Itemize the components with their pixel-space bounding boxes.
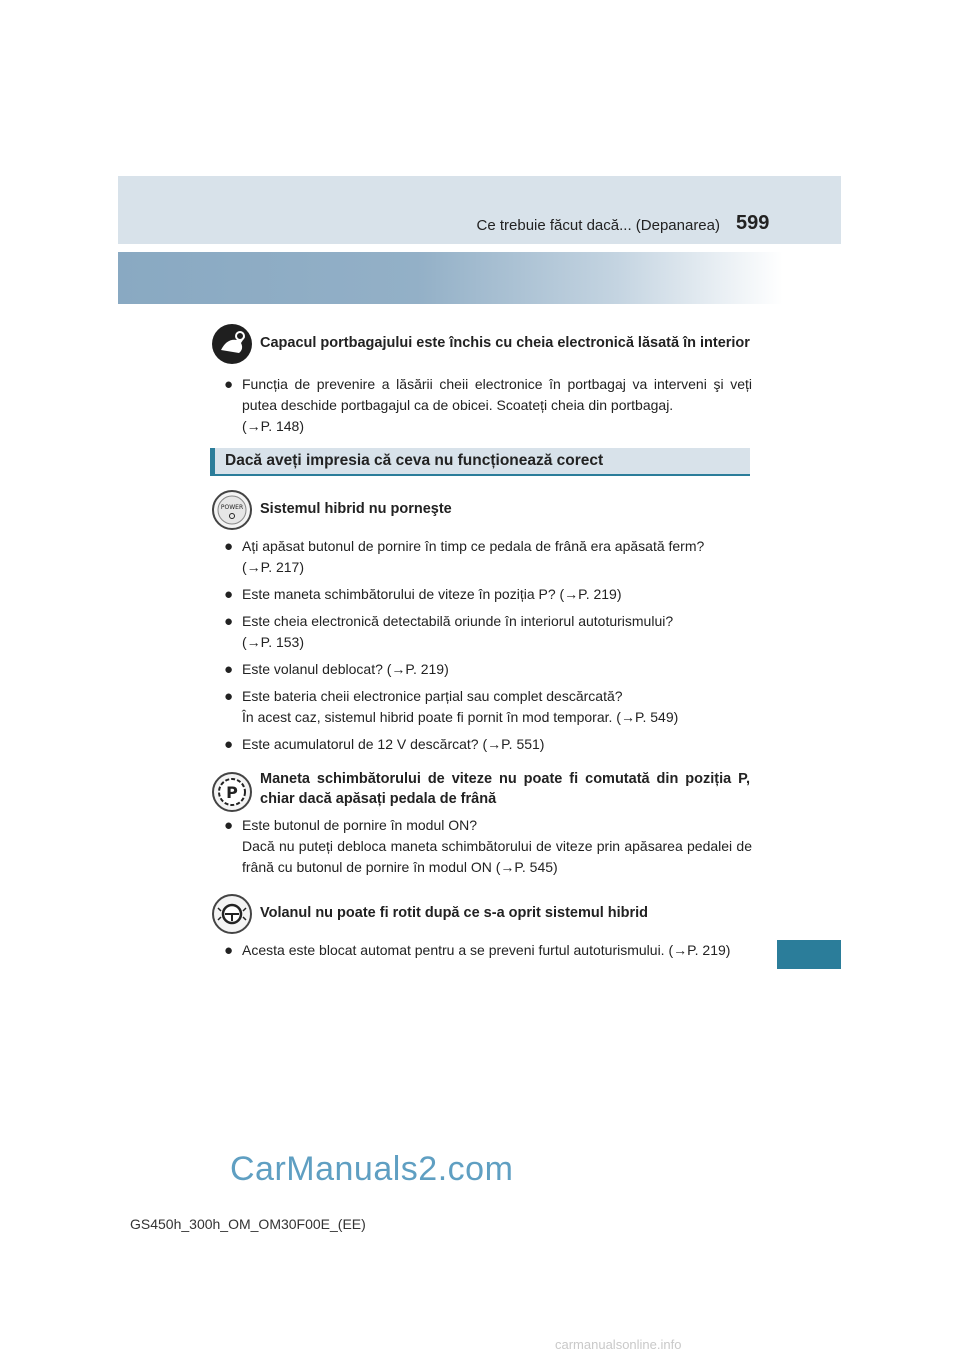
bullet-icon: ● — [224, 376, 234, 393]
shift-icon-label: P — [226, 783, 238, 802]
bullet-icon: ● — [224, 817, 234, 834]
bullet-ref: (→P. 217) — [242, 559, 304, 575]
list-item — [224, 686, 752, 728]
steering-lock-icon — [212, 894, 252, 934]
bullet-text: Este cheia electronică detectabilă oriunde în interiorul autoturismului? — [242, 613, 674, 629]
bullet-ref: Dacă nu puteți debloca maneta schimbătorului de viteze prin apăsarea pedalei de frână cu butonul de pornire în modul ON (→P. 545) — [242, 838, 752, 875]
bullet-icon: ● — [224, 613, 234, 630]
bullet-text: Este butonul de pornire în modul ON? — [242, 817, 478, 833]
footer-document-code: GS450h_300h_OM_OM30F00E_(EE) — [130, 1216, 366, 1232]
bullet-ref: (→P. 153) — [242, 634, 304, 650]
list-item — [224, 611, 752, 653]
hybrid-start-heading: Sistemul hibrid nu porneşte — [260, 501, 452, 517]
section-header-box — [210, 448, 750, 476]
bullet-text: Este maneta schimbătorului de viteze în poziția P? (→P. 219) — [242, 586, 622, 602]
bullet-text: Funcția de prevenire a lăsării cheii electronice în portbagaj va interveni şi veți putea deschide portbagajul ca de obicei. Scoateți cheia din portbagaj. — [242, 376, 752, 413]
trunk-heading: Capacul portbagajului este închis cu cheia electronică lăsată în interior — [260, 335, 750, 351]
section-banner — [118, 252, 783, 304]
watermark-logo: CarManuals2.com — [230, 1150, 514, 1188]
power-icon-label: POWER — [220, 504, 244, 511]
bullet-text: Este acumulatorul de 12 V descărcat? (→P. 551) — [242, 736, 545, 752]
shift-p-gear-icon — [212, 772, 252, 812]
bullet-text: Este bateria cheii electronice parțial sau complet descărcată? — [242, 688, 623, 704]
list-item — [224, 536, 752, 578]
list-item — [224, 374, 752, 437]
bullet-icon: ● — [224, 586, 234, 603]
shift-lever-heading: Maneta schimbătorului de viteze nu poate fi comutată din poziția P, chiar dacă apăsați pedala de frână — [260, 771, 750, 807]
bullet-icon: ● — [224, 942, 234, 959]
bullet-text: Este volanul deblocat? (→P. 219) — [242, 661, 449, 677]
list-item — [224, 815, 752, 878]
bullet-text: Acesta este blocat automat pentru a se preveni furtul autoturismului. (→P. 219) — [242, 942, 731, 958]
section-title: Dacă aveți impresia că ceva nu funcționează corect — [225, 452, 604, 469]
page-number: 599 — [736, 212, 770, 234]
bullet-text: Ați apăsat butonul de pornire în timp ce pedala de frână era apăsată ferm? — [242, 538, 705, 554]
bullet-icon: ● — [224, 736, 234, 753]
chapter-side-tab — [777, 940, 841, 969]
key-trunk-icon — [212, 324, 252, 364]
bullet-ref: În acest caz, sistemul hibrid poate fi pornit în mod temporar. (→P. 549) — [242, 709, 679, 725]
list-item — [224, 734, 752, 755]
power-button-icon — [212, 490, 252, 530]
list-item — [224, 940, 752, 961]
bullet-ref: (→P. 148) — [242, 418, 304, 434]
bullet-icon: ● — [224, 538, 234, 555]
list-item — [224, 584, 752, 605]
steering-heading: Volanul nu poate fi rotit după ce s-a oprit sistemul hibrid — [260, 905, 649, 921]
chapter-title: Ce trebuie făcut dacă... (Depanarea) — [476, 217, 720, 234]
watermark-site: carmanualsonline.info — [555, 1337, 682, 1352]
bullet-icon: ● — [224, 661, 234, 678]
list-item — [224, 659, 752, 680]
bullet-icon: ● — [224, 688, 234, 705]
